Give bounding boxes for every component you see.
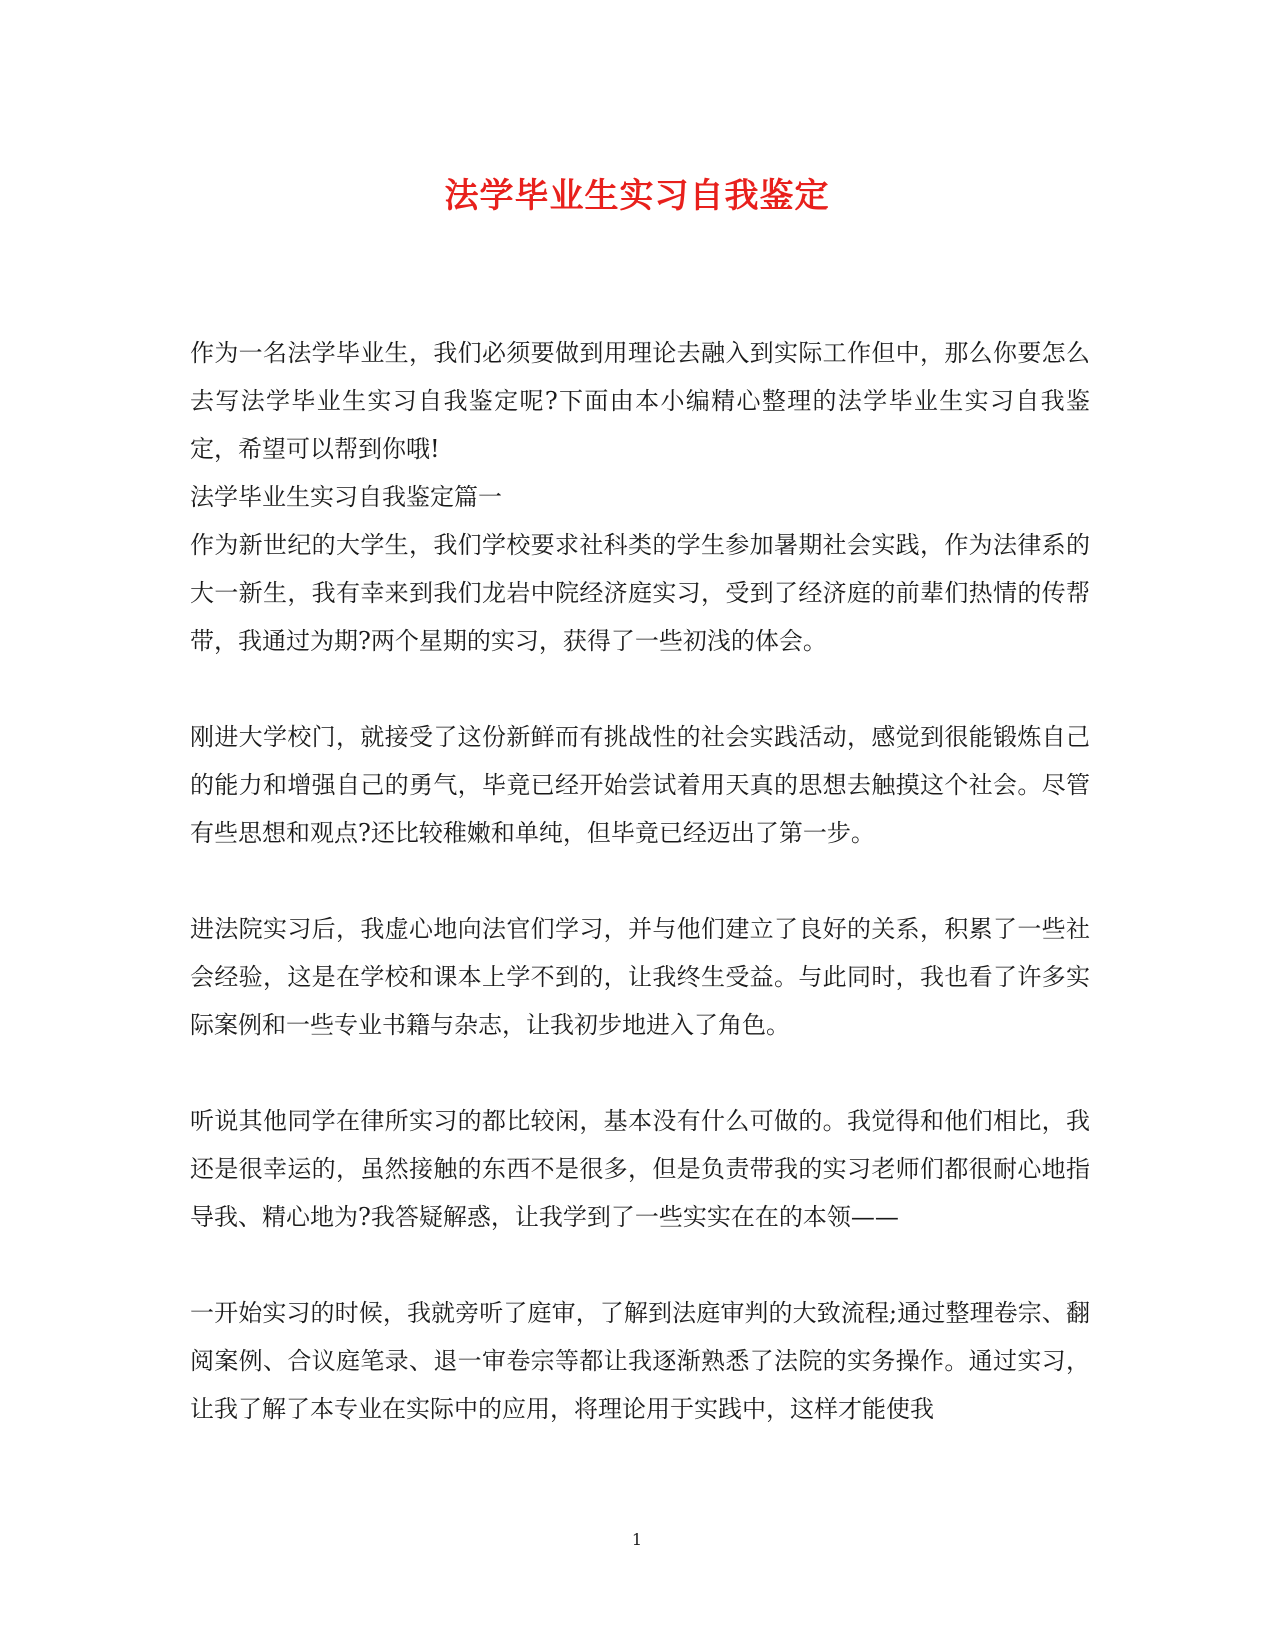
intro-paragraph: 作为一名法学毕业生，我们必须要做到用理论去融入到实际工作但中，那么你要怎么去写法学毕业生实习自我鉴定呢?下面由本小编精心整理的法学毕业生实习自我鉴定，希望可以帮到你哦! xyxy=(190,339,1090,463)
page-number: 1 xyxy=(631,1530,643,1549)
body-paragraph: 进法院实习后，我虚心地向法官们学习，并与他们建立了良好的关系，积累了一些社会经验，这是在学校和课本上学不到的，让我终生受益。与此同时，我也看了许多实际案例和一些专业书籍与杂志，让我初步地进入了角色。 xyxy=(190,915,1090,1039)
document-title: 法学毕业生实习自我鉴定 xyxy=(444,176,830,216)
document-body xyxy=(190,329,1090,1433)
body-paragraph: 听说其他同学在律所实习的都比较闲，基本没有什么可做的。我觉得和他们相比，我还是很幸运的，虽然接触的东西不是很多，但是负责带我的实习老师们都很耐心地指导我、精心地为?我答疑解惑，让我学到了一些实实在在的本领—— xyxy=(190,1107,1090,1231)
body-paragraph: 作为新世纪的大学生，我们学校要求社科类的学生参加暑期社会实践，作为法律系的大一新生，我有幸来到我们龙岩中院经济庭实习，受到了经济庭的前辈们热情的传帮带，我通过为期?两个星期的实习，获得了一些初浅的体会。 xyxy=(190,531,1090,655)
section-heading: 法学毕业生实习自我鉴定篇一 xyxy=(190,483,502,511)
body-paragraph: 刚进大学校门，就接受了这份新鲜而有挑战性的社会实践活动，感觉到很能锻炼自己的能力和增强自己的勇气，毕竟已经开始尝试着用天真的思想去触摸这个社会。尽管有些思想和观点?还比较稚嫩和单纯，但毕竟已经迈出了第一步。 xyxy=(190,723,1090,847)
body-paragraph: 一开始实习的时候，我就旁听了庭审，了解到法庭审判的大致流程;通过整理卷宗、翻阅案例、合议庭笔录、退一审卷宗等都让我逐渐熟悉了法院的实务操作。通过实习，让我了解了本专业在实际中的应用，将理论用于实践中，这样才能使我 xyxy=(190,1299,1090,1423)
